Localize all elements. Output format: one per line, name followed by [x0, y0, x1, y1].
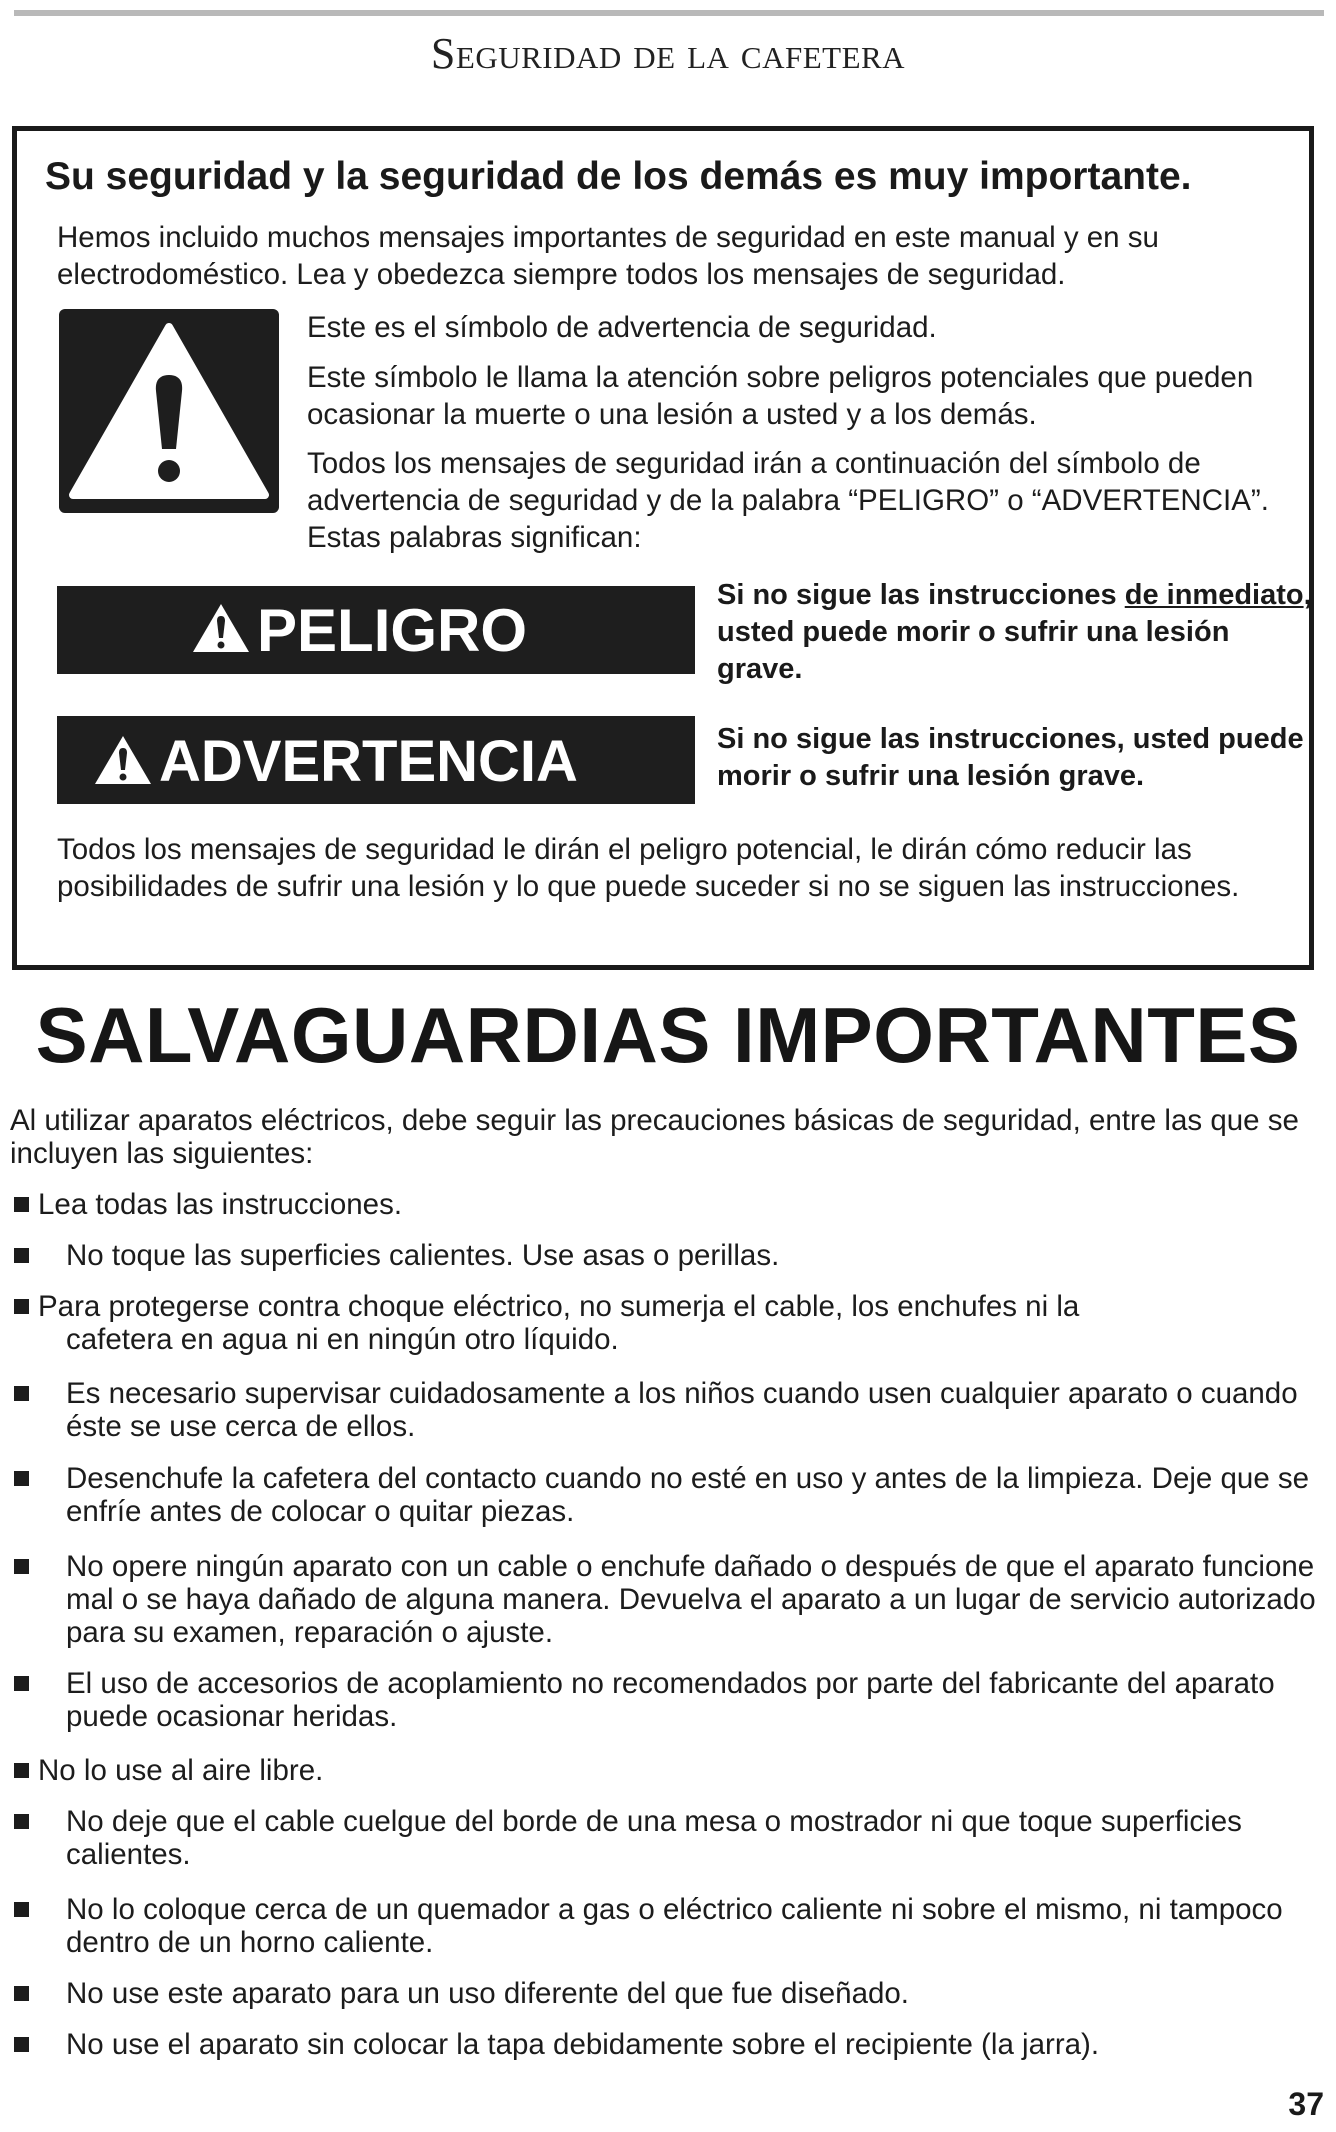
list-item: No toque las superficies calientes. Use asas o perillas.: [10, 1239, 1326, 1272]
warning-description: Si no sigue las instrucciones, usted puede morir o sufrir una lesión grave.: [717, 723, 1304, 792]
safety-alert-symbol: [59, 309, 279, 513]
square-bullet-icon: [14, 1248, 29, 1263]
list-item: No lo use al aire libre.: [10, 1754, 1326, 1787]
list-item: El uso de accesorios de acoplamiento no recomendados por parte del fabricante del aparato puede ocasionar heridas.: [10, 1667, 1326, 1733]
list-item: No deje que el cable cuelgue del borde de una mesa o mostrador ni que toque superficies calientes.: [10, 1805, 1326, 1871]
warning-label: ADVERTENCIA: [159, 729, 578, 794]
list-item: No use el aparato sin colocar la tapa debidamente sobre el recipiente (la jarra).: [10, 2028, 1326, 2061]
safety-box: [12, 126, 1314, 970]
symbol-description-1: Este es el símbolo de advertencia de seguridad.: [307, 311, 937, 344]
warning-triangle-icon: [59, 309, 279, 513]
square-bullet-icon: [14, 1299, 29, 1314]
symbol-description-2: Este símbolo le llama la atención sobre peligros potenciales que pueden ocasionar la muerte o una lesión a usted y a los demás.: [307, 361, 1254, 431]
safety-box-intro: Hemos incluido muchos mensajes importantes de seguridad en este manual y en su electrodoméstico. Lea y obedezca siempre todos los mensajes de seguridad.: [57, 221, 1159, 291]
list-item: Es necesario supervisar cuidadosamente a los niños cuando usen cualquier aparato o cuando éste se use cerca de ellos.: [10, 1377, 1326, 1443]
safety-box-footer: Todos los mensajes de seguridad le dirán el peligro potencial, le dirán cómo reducir las posibilidades de sufrir una lesión y lo que puede suceder si no se siguen las instrucciones.: [57, 833, 1240, 903]
list-item: No opere ningún aparato con un cable o enchufe dañado o después de que el aparato funcione mal o se haya dañado de alguna manera. Devuelva el aparato a un lugar de servicio autorizado para su examen, reparación o ajuste.: [10, 1550, 1326, 1649]
square-bullet-icon: [14, 1814, 29, 1829]
list-item: No lo coloque cerca de un quemador a gas o eléctrico caliente ni sobre el mismo, ni tampoco dentro de un horno caliente.: [10, 1893, 1326, 1959]
list-item: No use este aparato para un uso diferente del que fue diseñado.: [10, 1977, 1326, 2010]
page-number: 37: [1288, 2086, 1324, 2122]
square-bullet-icon: [14, 2037, 29, 2052]
symbol-description-3: Todos los mensajes de seguridad irán a continuación del símbolo de advertencia de seguridad y de la palabra “PELIGRO” o “ADVERTENCIA”. Estas palabras significan:: [307, 447, 1269, 554]
main-title: SALVAGUARDIAS IMPORTANTES: [35, 991, 1301, 1079]
square-bullet-icon: [14, 1763, 29, 1778]
danger-description: Si no sigue las instrucciones de inmediato, usted puede morir o sufrir una lesión grave.: [717, 579, 1312, 685]
danger-alert-icon: [191, 602, 251, 654]
square-bullet-icon: [14, 1471, 29, 1486]
square-bullet-icon: [14, 1386, 29, 1401]
list-item: Desenchufe la cafetera del contacto cuando no esté en uso y antes de la limpieza. Deje que se enfríe antes de colocar o quitar piezas.: [10, 1462, 1326, 1528]
top-rule: [14, 10, 1324, 16]
square-bullet-icon: [14, 1559, 29, 1574]
danger-label: PELIGRO: [257, 597, 528, 664]
safety-box-heading: Su seguridad y la seguridad de los demás es muy importante.: [45, 155, 1192, 198]
page-heading: Seguridad de la cafetera: [430, 29, 906, 78]
danger-signal-bar: [57, 586, 695, 674]
square-bullet-icon: [14, 1676, 29, 1691]
warning-alert-icon: [93, 734, 153, 786]
square-bullet-icon: [14, 1986, 29, 2001]
square-bullet-icon: [14, 1902, 29, 1917]
list-item: Lea todas las instrucciones.: [10, 1188, 1326, 1221]
warning-signal-bar: [57, 716, 695, 804]
safeguards-intro: Al utilizar aparatos eléctricos, debe seguir las precauciones básicas de seguridad, entre las que se incluyen las siguientes:: [10, 1104, 1299, 1170]
list-item: Para protegerse contra choque eléctrico, no sumerja el cable, los enchufes ni la cafetera en agua ni en ningún otro líquido.: [10, 1290, 1326, 1356]
square-bullet-icon: [14, 1197, 29, 1212]
